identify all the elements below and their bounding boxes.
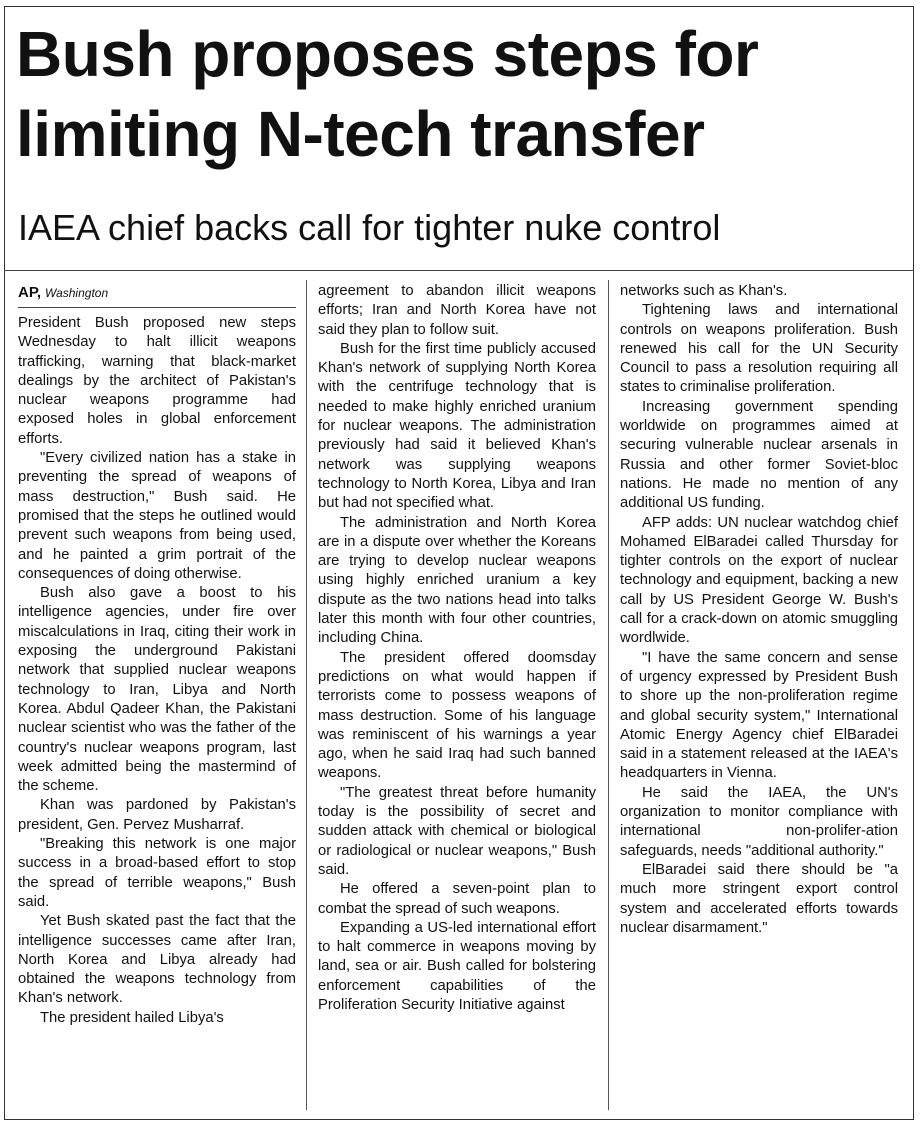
- paragraph: Bush for the first time publicly accused Khan's network of supplying North Korea with the centrifuge technology that is needed to make highly enriched uranium for nuclear weapons. The administration previously had said it believed Khan's network was supplying weapons technology to North Korea, Libya and Iran but had not specified what.: [318, 340, 596, 512]
- paragraph: The president hailed Libya's: [40, 1009, 224, 1026]
- paragraph: "I have the same concern and sense of urgency expressed by President Bush to shore up the non-proliferation regime and global security system," International Atomic Energy Agency chief ElBaradei said in a statement released at the IAEA's headquarters in Vienna.: [620, 649, 898, 782]
- byline-agency: AP,: [18, 284, 42, 301]
- header-divider: [4, 270, 914, 271]
- paragraph: AFP adds: UN nuclear watchdog chief Mohamed ElBaradei called Thursday for tighter controls on the export of nuclear technology and equipment, backing a new call by US President George W. Bush's call for a crack-down on atomic smuggling wordlwide.: [620, 514, 898, 647]
- headline: Bush proposes steps for limiting N-tech transfer: [16, 18, 759, 170]
- paragraph: Khan was pardoned by Pakistan's president, Gen. Pervez Musharraf.: [18, 797, 296, 833]
- paragraph: Increasing government spending worldwide on programmes aimed at securing vulnerable nuclear arsenals in Russia and other former Soviet-bloc nations. He made no mention of any additional US funding.: [620, 398, 898, 512]
- byline-dateline: Washington: [44, 286, 109, 300]
- paragraph: "Every civilized nation has a stake in preventing the spread of weapons of mass destruction," Bush said. He promised that the steps he outlined would prevent such weapons from being used, and he painted a grim portrait of the consequences of doing otherwise.: [18, 450, 296, 582]
- paragraph: The president offered doomsday predictions on what would happen if terrorists come to possess weapons of mass destruction. Some of his language was reminiscent of his warnings a year ago, when he said Iraq had such banned weapons.: [318, 649, 596, 782]
- paragraph: Yet Bush skated past the fact that the intelligence successes came after Iran, North Korea and Libya already had obtained the weapons technology from Khan's network.: [18, 913, 296, 1007]
- paragraph: ElBaradei said there should be "a much more stringent export control system and accelerated efforts towards nuclear disarmament.": [620, 861, 898, 936]
- paragraph: Bush also gave a boost to his intelligence agencies, under fire over miscalculations in Iraq, citing their work in exposing the underground Pakistani network that supplied nuclear weapons technology to Iran, Libya and North Korea. Abdul Qadeer Khan, the Pakistani nuclear scientist who was the father of the country's nuclear weapons program, last week admitted being the mastermind of the scheme.: [18, 585, 296, 795]
- column-3: [620, 282, 898, 1107]
- paragraph: The administration and North Korea are in a dispute over whether the Koreans are trying to develop nuclear weapons using highly enriched uranium a key dispute as the two nations head into talks later this month with four other countries, including China.: [318, 514, 596, 647]
- paragraph: Tightening laws and international controls on weapons proliferation. Bush renewed his call for the UN Security Council to pass a resolution requiring all states to criminalise proliferation.: [620, 302, 898, 396]
- paragraph: "The greatest threat before humanity today is the possibility of secret and sudden attack with chemical or biological or radiological or nuclear weapons," Bush said.: [318, 784, 596, 878]
- paragraph: "Breaking this network is one major success in a broad-based effort to stop the spread of terrible weapons," Bush said.: [18, 836, 296, 910]
- subheadline: IAEA chief backs call for tighter nuke control: [18, 207, 721, 248]
- paragraph: He offered a seven-point plan to combat the spread of such weapons.: [318, 881, 596, 917]
- paragraph: He said the IAEA, the UN's organization to monitor compliance with international non-prolifer-ation safeguards, needs "additional authority.": [620, 784, 898, 859]
- column-1: [18, 282, 296, 1107]
- column-divider-1: [306, 280, 307, 1110]
- paragraph: Expanding a US-led international effort to halt commerce in weapons moving by land, sea or air. Bush called for bolstering enforcement capabilities of the Proliferation Security Initiative against: [318, 919, 596, 1013]
- column-divider-2: [608, 280, 609, 1110]
- paragraph: President Bush proposed new steps Wednesday to halt illicit weapons trafficking, warning that black-market dealings by the architect of Pakistan's nuclear weapons programme had exposed holes in global enforcement efforts.: [18, 315, 296, 447]
- byline: [18, 282, 296, 308]
- paragraph: agreement to abandon illicit weapons efforts; Iran and North Korea have not said they plan to follow suit.: [318, 283, 596, 338]
- paragraph: networks such as Khan's.: [620, 283, 788, 299]
- column-2: [318, 282, 596, 1107]
